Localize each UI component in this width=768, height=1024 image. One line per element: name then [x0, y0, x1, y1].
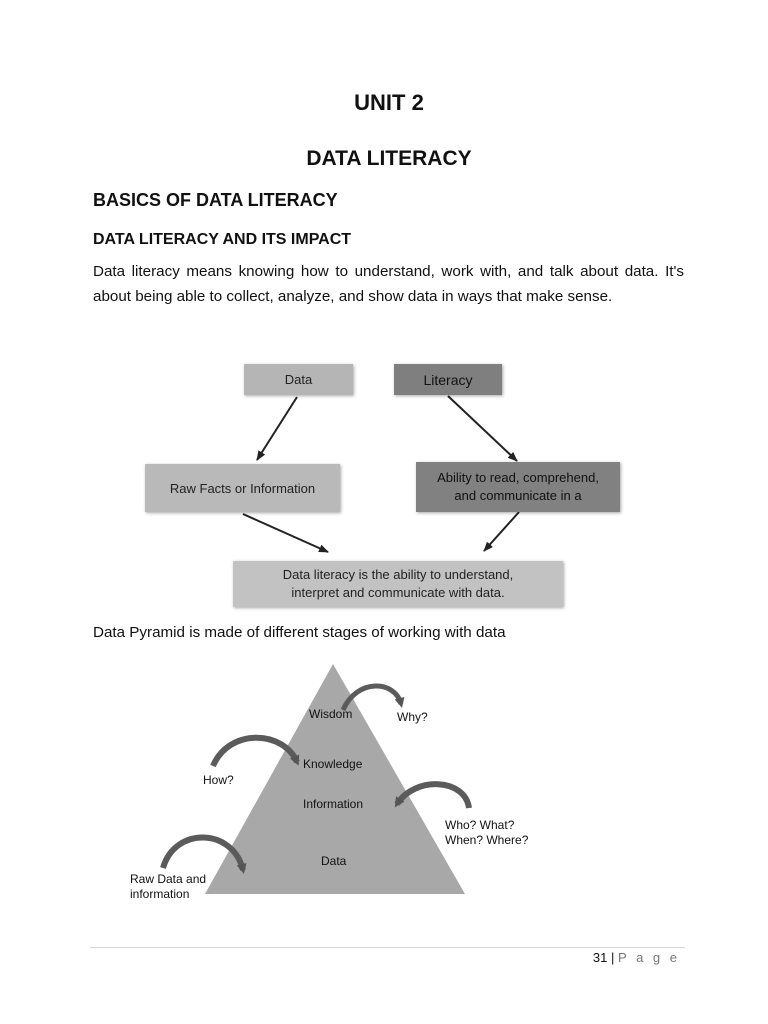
arrow-raw-to-definition: [243, 514, 328, 552]
raw-data-label-2: information: [130, 887, 190, 901]
pyramid-level-data: Data: [321, 854, 347, 868]
intro-paragraph: Data literacy means knowing how to understand, work with, and talk about data. It's about being able to collect, analyze, and show data in ways that make sense.: [93, 263, 684, 305]
question-when-where: When? Where?: [445, 833, 529, 847]
data-pyramid: [93, 658, 563, 906]
pyramid-graphic: [93, 658, 563, 906]
arrow-ability-to-definition: [484, 512, 519, 551]
pyramid-level-knowledge: Knowledge: [303, 757, 363, 771]
pyramid-caption: Data Pyramid is made of different stages of working with data: [93, 624, 506, 641]
page-title: DATA LITERACY: [306, 147, 472, 170]
pyramid-level-wisdom: Wisdom: [309, 707, 353, 721]
page-word: P a g e: [618, 950, 680, 965]
page-separator: |: [611, 950, 615, 965]
unit-title: UNIT 2: [354, 90, 424, 115]
pyramid-level-information: Information: [303, 797, 364, 811]
question-how: How?: [203, 773, 234, 787]
definition-box: [233, 561, 563, 607]
page-number: 31: [592, 950, 608, 965]
raw-facts-box: Raw Facts or Information: [145, 464, 340, 512]
ability-box-line-2: and communicate in a: [454, 488, 582, 503]
page-footer: [593, 950, 680, 965]
arrow-data-to-raw: [257, 397, 297, 460]
ability-box: [416, 462, 620, 512]
subsection-heading: DATA LITERACY AND ITS IMPACT: [93, 231, 352, 248]
ability-box-line-1: Ability to read, comprehend,: [437, 470, 599, 485]
arrow-literacy-to-ability: [448, 396, 517, 461]
question-who-what: Who? What?: [445, 818, 515, 832]
definition-line-2: interpret and communicate with data.: [291, 585, 505, 600]
data-box: Data: [244, 364, 353, 395]
literacy-box: Literacy: [394, 364, 502, 395]
raw-data-label-1: Raw Data and: [130, 872, 207, 886]
section-heading: BASICS OF DATA LITERACY: [93, 190, 338, 210]
footer-divider: [90, 947, 685, 948]
question-why: Why?: [397, 710, 428, 724]
definition-line-1: Data literacy is the ability to understand,: [282, 567, 514, 582]
